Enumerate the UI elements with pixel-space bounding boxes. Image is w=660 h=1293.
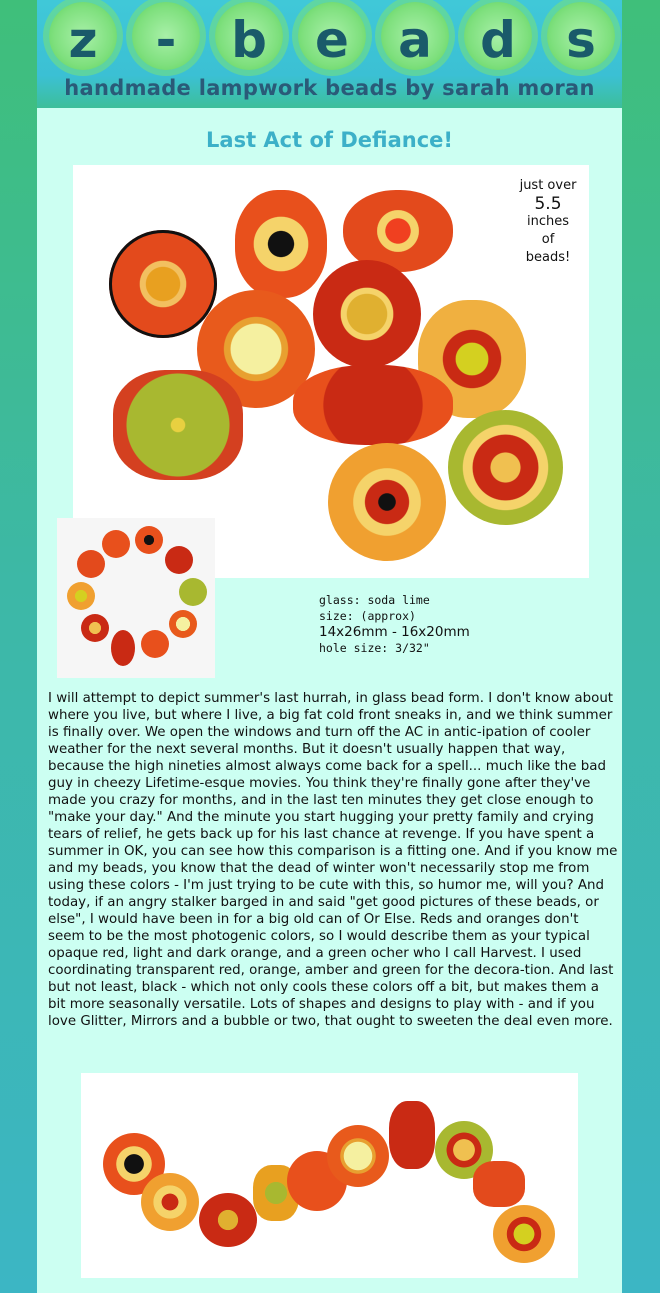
site-tagline: handmade lampwork beads by sarah moran: [64, 76, 595, 100]
bead: [327, 1125, 389, 1187]
logo-letter: e: [315, 11, 349, 69]
bead: [165, 546, 193, 574]
size-note: [508, 177, 588, 267]
page-title: Last Act of Defiance!: [206, 128, 453, 152]
bead: [493, 1205, 555, 1263]
bead: [235, 190, 327, 298]
bead: [111, 630, 135, 666]
logo-letter: z: [68, 11, 98, 69]
bead: [389, 1101, 435, 1169]
size-note-line: of: [541, 232, 555, 247]
site-banner[interactable]: [37, 0, 622, 108]
bead: [77, 550, 105, 578]
bead: [102, 530, 130, 558]
bead: [81, 614, 109, 642]
logo-letter: a: [398, 11, 432, 69]
logo-letter: s: [566, 11, 596, 69]
size-note-line: inches: [526, 214, 569, 229]
bead: [199, 1193, 257, 1247]
bead: [169, 610, 197, 638]
spec-dimensions: 14x26mm - 16x20mm: [319, 624, 470, 640]
bead: [67, 582, 95, 610]
bead-specs: [319, 592, 470, 656]
size-note-line: just over: [519, 178, 577, 193]
bracelet-thumbnail[interactable]: [57, 518, 215, 678]
spec-size: size: (approx): [319, 609, 416, 623]
logo-letter: d: [480, 11, 516, 69]
bead: [293, 365, 453, 445]
bead: [113, 370, 243, 480]
spec-glass: glass: soda lime: [319, 593, 430, 607]
size-note-number: 5.5: [534, 194, 562, 214]
bead: [141, 630, 169, 658]
bead: [313, 260, 421, 368]
logo-letter: b: [231, 11, 267, 69]
bead: [135, 526, 163, 554]
main-bead-photo: [73, 165, 589, 578]
spec-hole: hole size: 3/32": [319, 641, 430, 655]
bead: [179, 578, 207, 606]
bead: [109, 230, 217, 338]
logo-letter: -: [155, 11, 177, 69]
bead: [448, 410, 563, 525]
description-text: I will attempt to depict summer's last hurrah, in glass bead form. I don't know about where you live, but where I live, a big fat cold front sneaks in, and we think summer is finally over. We open the windows and turn off the AC in antic-ipation of cooler weather for the next several months. But it doesn't usually happen that way, because the high nineties almost always come back for a spell... much like the bad guy in cheezy Lifetime-esque movies. You think they're finally gone after they've made you crazy for months, and in the last ten minutes they get close enough to "make your day." And the minute you start hugging your pretty family and crying tears of relief, he gets back up for his last chance at revenge. If you have spent a summer in OK, you can see how this comparison is a fitting one. And if you know me and my beads, you know that the dead of winter won't necessarily stop me from using these colors - I'm just trying to be cute with this, so humor me, will you? And today, if an angry stalker barged in and said "get good pictures of these beads, or else", I would have been in for a big old can of Or Else. Reds and oranges don't seem to be the most photogenic colors, so I would describe them as your typical opaque red, light and dark orange, and a green ocher who I call Harvest. I used coordinating transparent red, orange, amber and green for the decora-tion. And last but not least, black - which not only cools these colors off a bit, but makes them a bit more seasonally versatile. Lots of shapes and designs to play with - and if you love Glitter, Mirrors and a bubble or two, that ought to sweeten the deal even more.: [48, 691, 618, 1029]
bead-strip-photo: [81, 1073, 578, 1278]
bead: [473, 1161, 525, 1207]
content-panel: [37, 108, 622, 1293]
bead: [328, 443, 446, 561]
size-note-line: beads!: [525, 250, 571, 265]
bead: [141, 1173, 199, 1231]
